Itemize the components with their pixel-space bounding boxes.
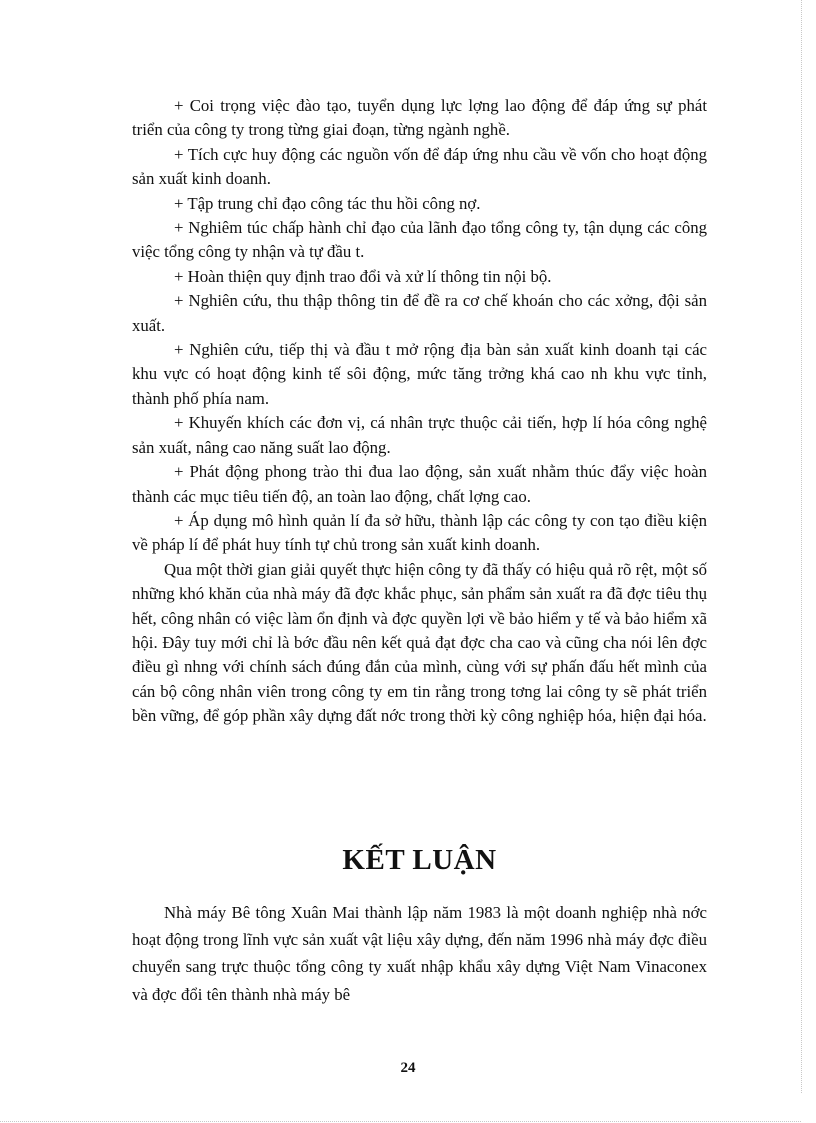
conclusion-text <box>132 899 707 1008</box>
conclusion-paragraph: Nhà máy Bê tông Xuân Mai thành lập năm 1983 là một doanh nghiệp nhà nớc hoạt động trong lĩnh vực sản xuất vật liệu xây dựng, đến năm 1996 nhà máy đợc điều chuyển sang trực thuộc tổng công ty xuất nhập khẩu xây dựng Việt Nam Vinaconex và đợc đổi tên thành nhà máy bê <box>132 903 707 1004</box>
bullet-item: + Nghiên cứu, thu thập thông tin để đề ra cơ chế khoán cho các xởng, đội sản xuất. <box>132 291 707 335</box>
bullet-item: + Coi trọng việc đào tạo, tuyển dụng lực lợng lao động để đáp ứng sự phát triển của công ty trong từng giai đoạn, từng ngành nghề. <box>132 96 707 140</box>
bullet-item: + Nghiêm túc chấp hành chỉ đạo của lãnh đạo tổng công ty, tận dụng các công việc tổng công ty nhận và tự đầu t. <box>132 218 707 262</box>
bullet-item: + Nghiên cứu, tiếp thị và đầu t mở rộng địa bàn sản xuất kinh doanh tại các khu vực có hoạt động kinh tế sôi động, mức tăng trởng khá cao nh khu vực tỉnh, thành phố phía nam. <box>132 340 707 408</box>
bullet-item: + Áp dụng mô hình quản lí đa sở hữu, thành lập các công ty con tạo điều kiện về pháp lí để phát huy tính tự chủ trong sản xuất kinh doanh. <box>132 510 707 555</box>
summary-paragraph: Qua một thời gian giải quyết thực hiện công ty đã thấy có hiệu quả rõ rệt, một số những khó khăn của nhà máy đã đợc khắc phục, sản phẩm sản xuất ra đã đợc tiêu thụ hết, công nhân có việc làm ổn định và đợc quyền lợi về bảo hiểm y tế và bảo hiểm xã hội. Đây tuy mới chỉ là bớc đầu nên kết quả đạt đợc cha cao và cũng cha nói lên đợc điều gì nhng với chính sách đúng đắn của mình, cùng với sự phấn đấu hết mình của cán bộ công nhân viên trong công ty em tin rằng trong tơng lai công ty sẽ phát triển bền vững, để góp phần xây dựng đất nớc trong thời kỳ công nghiệp hóa, hiện đại hóa. <box>132 559 707 726</box>
page-border-right <box>801 0 802 1093</box>
bullet-item: + Hoàn thiện quy định trao đổi và xử lí thông tin nội bộ. <box>174 266 552 286</box>
page-number: 24 <box>400 1060 416 1076</box>
bullet-item: + Khuyến khích các đơn vị, cá nhân trực thuộc cải tiến, hợp lí hóa công nghệ sản xuất, nâng cao năng suất lao động. <box>132 413 707 457</box>
bullet-item: + Tích cực huy động các nguồn vốn để đáp ứng nhu cầu về vốn cho hoạt động sản xuất kinh doanh. <box>132 144 707 189</box>
page-border-bottom <box>0 1121 801 1122</box>
body-text <box>132 94 707 729</box>
bullet-item: + Tập trung chỉ đạo công tác thu hồi công nợ. <box>174 193 481 213</box>
section-heading: KẾT LUẬN <box>342 844 497 876</box>
bullet-item: + Phát động phong trào thi đua lao động, sản xuất nhằm thúc đẩy việc hoàn thành các mục tiêu tiến độ, an toàn lao động, chất lợng cao. <box>132 462 707 506</box>
